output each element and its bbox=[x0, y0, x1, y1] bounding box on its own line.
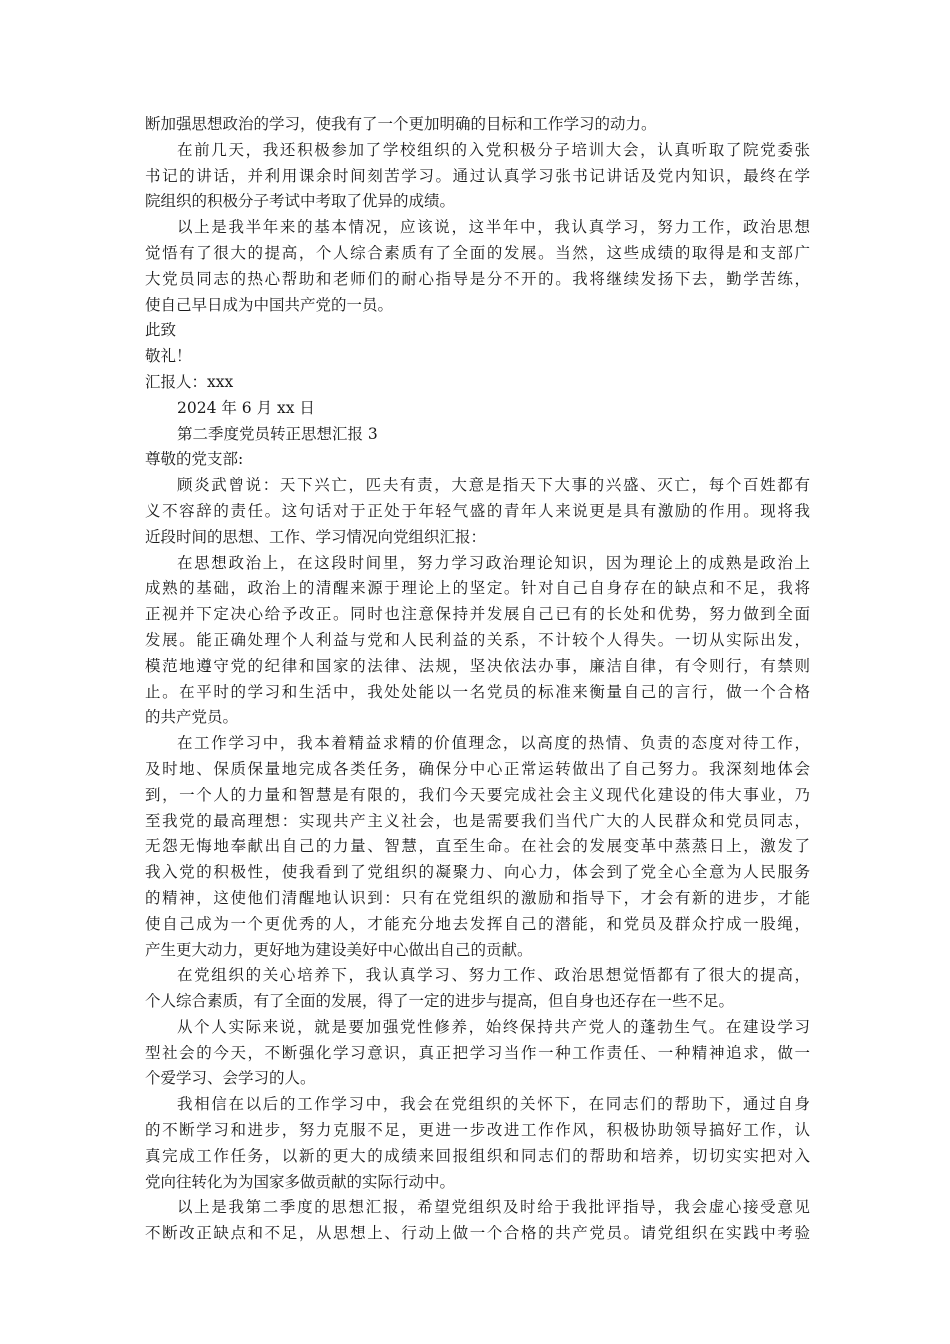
text-line: 断加强思想政治的学习，使我有了一个更加明确的目标和工作学习的动力。 bbox=[145, 115, 657, 133]
text-line: 以上是我第二季度的思想汇报，希望党组织及时给于我批评指导，我会虚心接受意见 bbox=[177, 1198, 810, 1217]
text-line: 院组织的积极分子考试中考取了优异的成绩。 bbox=[145, 192, 456, 211]
text-line: 书记的讲话，并利用课余时间刻苦学习。通过认真学习张书记讲话及党内知识，最终在学 bbox=[145, 166, 810, 185]
text-line: 真完成工作任务，以新的更大的成绩来回报组织和同志们的帮助和培养，切切实实把对入 bbox=[145, 1146, 810, 1165]
text-line: 以上是我半年来的基本情况，应该说，这半年中，我认真学习，努力工作，政治思想 bbox=[177, 218, 810, 237]
text-line: 止。在平时的学习和生活中，我处处能以一名党员的标准来衡量自己的言行，做一个合格 bbox=[145, 682, 810, 701]
document-body bbox=[145, 112, 810, 1247]
text-line: 的精神，这使他们清醒地认识到：只有在党组织的激励和指导下，才会有新的进步，才能 bbox=[145, 888, 810, 907]
text-line: 使自己早日成为中国共产党的一员。 bbox=[145, 295, 394, 314]
text-line: 到，一个人的力量和智慧是有限的，我们今天要完成社会主义现代化建设的伟大事业，乃 bbox=[145, 785, 810, 804]
text-line: 2024 年 6 月 xx 日 bbox=[177, 398, 315, 417]
text-line: 在党组织的关心培养下，我认真学习、努力工作、政治思想觉悟都有了很大的提高， bbox=[177, 966, 810, 985]
text-line: 第二季度党员转正思想汇报 3 bbox=[177, 424, 378, 443]
text-line: 成熟的基础，政治上的清醒来源于理论上的坚定。针对自己自身存在的缺点和不足，我将 bbox=[145, 579, 810, 598]
text-line: 从个人实际来说，就是要加强党性修养，始终保持共产党人的蓬勃生气。在建设学习 bbox=[177, 1017, 810, 1036]
text-line: 尊敬的党支部: bbox=[145, 450, 244, 469]
text-line: 至我党的最高理想：实现共产主义社会，也是需要我们当代广大的人民群众和党员同志， bbox=[145, 811, 810, 830]
text-line: 产生更大动力，更好地为建设美好中心做出自己的贡献。 bbox=[145, 940, 533, 959]
text-line: 在工作学习中，我本着精益求精的价值理念，以高度的热情、负责的态度对待工作， bbox=[177, 734, 810, 753]
text-line: 近段时间的思想、工作、学习情况向党组织汇报： bbox=[145, 527, 487, 546]
text-line: 此致 bbox=[145, 321, 177, 340]
text-line: 及时地、保质保量地完成各类任务，确保分中心正常运转做出了自己努力。我深刻地体会 bbox=[145, 759, 810, 778]
text-line: 我入党的积极性，使我看到了党组织的凝聚力、向心力，体会到了党全心全意为人民服务 bbox=[145, 863, 810, 882]
text-line: 汇报人：xxx bbox=[145, 372, 234, 391]
text-line: 我相信在以后的工作学习中，我会在党组织的关怀下，在同志们的帮助下，通过自身 bbox=[177, 1095, 810, 1114]
text-line: 党向往转化为为国家多做贡献的实际行动中。 bbox=[145, 1172, 456, 1191]
text-line: 顾炎武曾说：天下兴亡，匹夫有责，大意是指天下大事的兴盛、灭亡，每个百姓都有 bbox=[177, 476, 810, 495]
text-line: 的不断学习和进步，努力克服不足，更进一步改进工作作风，积极协助领导搞好工作，认 bbox=[145, 1121, 810, 1140]
text-line: 使自己成为一个更优秀的人，才能充分地去发挥自己的潜能，和党员及群众拧成一股绳， bbox=[145, 914, 810, 933]
text-line: 正视并下定决心给予改正。同时也注意保持并发展自己已有的长处和优势，努力做到全面 bbox=[145, 605, 810, 624]
text-line: 个爱学习、会学习的人。 bbox=[145, 1069, 316, 1088]
text-line: 义不容辞的责任。这句话对于正处于年轻气盛的青年人来说更是具有激励的作用。现将我 bbox=[145, 501, 810, 520]
text-line: 个人综合素质，有了全面的发展，得了一定的进步与提高，但自身也还存在一些不足。 bbox=[145, 992, 735, 1011]
text-line: 无怨无悔地奉献出自己的力量、智慧，直至生命。在社会的发展变革中蒸蒸日上，激发了 bbox=[145, 837, 810, 856]
text-line: 在前几天，我还积极参加了学校组织的入党积极分子培训大会，认真听取了院党委张 bbox=[177, 140, 810, 159]
text-line: 不断改正缺点和不足，从思想上、行动上做一个合格的共产党员。请党组织在实践中考验 bbox=[145, 1224, 810, 1243]
text-line: 型社会的今天，不断强化学习意识，真正把学习当作一种工作责任、一种精神追求，做一 bbox=[145, 1043, 810, 1062]
text-line: 在思想政治上，在这段时间里，努力学习政治理论知识，因为理论上的成熟是政治上 bbox=[177, 553, 810, 572]
text-line: 大党员同志的热心帮助和老师们的耐心指导是分不开的。我将继续发扬下去，勤学苦练， bbox=[145, 269, 810, 288]
text-line: 觉悟有了很大的提高，个人综合素质有了全面的发展。当然，这些成绩的取得是和支部广 bbox=[145, 243, 810, 262]
text-line: 敬礼！ bbox=[145, 347, 192, 366]
text-line: 模范地遵守党的纪律和国家的法律、法规，坚决依法办事，廉洁自律，有令则行，有禁则 bbox=[145, 656, 810, 675]
text-line: 发展。能正确处理个人利益与党和人民利益的关系，不计较个人得失。一切从实际出发， bbox=[145, 630, 810, 649]
text-line: 的共产党员。 bbox=[145, 708, 239, 727]
